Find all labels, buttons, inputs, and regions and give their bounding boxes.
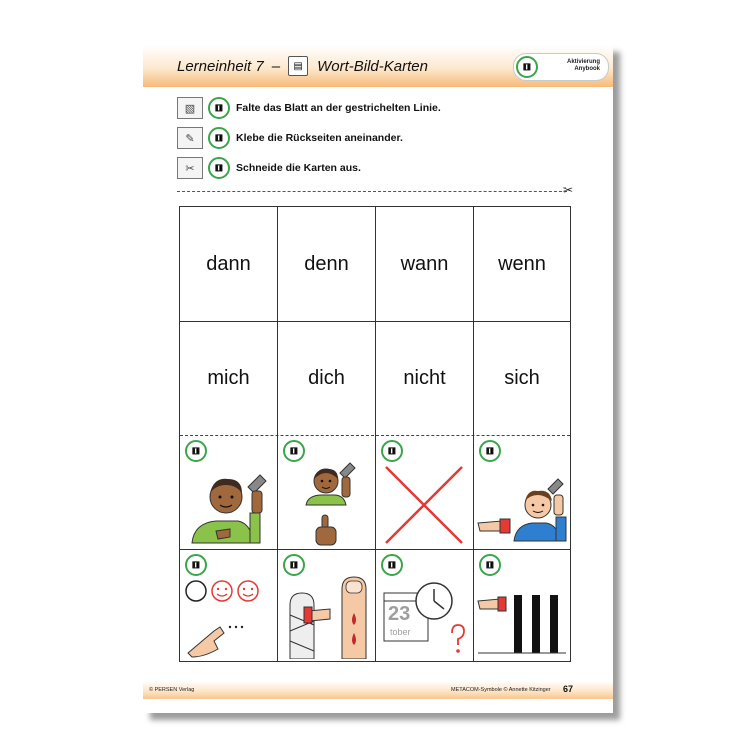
word-card: [376, 207, 474, 321]
instruction-cut: [177, 157, 361, 179]
pointing-at-child-icon: [476, 473, 568, 543]
page-header: [143, 45, 613, 87]
picture-card: [376, 549, 474, 661]
word-card: [474, 321, 570, 435]
page-title: Wort-Bild-Karten: [317, 57, 428, 75]
qr-code-icon[interactable]: [208, 97, 230, 119]
picture-card: [278, 435, 376, 549]
word-card: [278, 321, 376, 435]
picture-card: [474, 435, 570, 549]
qr-code-icon[interactable]: [381, 554, 403, 576]
red-cross-icon: [380, 463, 470, 547]
word-card: [376, 321, 474, 435]
title-separator: –: [271, 57, 281, 75]
card-word: mich: [207, 366, 250, 389]
calendar-month: tober: [390, 627, 411, 637]
scissors-icon: ✂: [563, 183, 574, 197]
scissors-icon: ✂: [177, 157, 203, 179]
symbol-credit: METACOM-Symbole © Annette Kitzinger: [451, 687, 551, 693]
activation-label: Aktivierung Anybook: [566, 59, 600, 72]
instruction-text: Falte das Blatt an der gestrichelten Linie.: [236, 102, 441, 114]
qr-code-icon[interactable]: [185, 440, 207, 462]
card-word: wann: [400, 252, 449, 275]
card-word: dann: [206, 252, 251, 275]
card-word: wenn: [498, 252, 546, 275]
qr-code-icon[interactable]: [283, 554, 305, 576]
qr-code-icon[interactable]: [208, 127, 230, 149]
qr-code-icon[interactable]: [479, 554, 501, 576]
publisher-credit: © PERSEN Verlag: [149, 687, 195, 693]
instruction-text: Klebe die Rückseiten aneinander.: [236, 132, 403, 144]
word-card-icon: ▤: [288, 56, 308, 76]
pointing-bars-icon: [476, 593, 568, 657]
qr-code-icon[interactable]: [283, 440, 305, 462]
word-card: [278, 207, 376, 321]
word-card: [180, 207, 278, 321]
instruction-text: Schneide die Karten aus.: [236, 162, 361, 174]
worksheet-page: [143, 45, 613, 713]
page-footer: [143, 681, 613, 699]
child-pointing-self-icon: [298, 461, 358, 547]
qr-code-icon[interactable]: [185, 554, 207, 576]
bandaged-finger-icon: [284, 575, 372, 659]
qr-code-icon[interactable]: [479, 440, 501, 462]
card-word: sich: [504, 366, 540, 389]
picture-card: [278, 549, 376, 661]
qr-code-icon[interactable]: [516, 56, 538, 78]
card-grid: [179, 206, 571, 662]
picture-card: [474, 549, 570, 661]
unit-label: Lerneinheit 7: [177, 57, 264, 75]
qr-code-icon[interactable]: [208, 157, 230, 179]
anybook-activation-badge[interactable]: [513, 53, 609, 81]
instruction-fold: [177, 97, 441, 119]
header-title: [177, 56, 428, 76]
qr-code-icon[interactable]: [381, 440, 403, 462]
picture-card: [376, 435, 474, 549]
card-word: nicht: [403, 366, 446, 389]
cut-line: [177, 191, 567, 192]
picture-card: [180, 435, 278, 549]
instruction-glue: [177, 127, 403, 149]
word-card: [180, 321, 278, 435]
word-card: [474, 207, 570, 321]
child-combing-self-icon: [186, 465, 272, 545]
card-word: dich: [308, 366, 345, 389]
faces-pointing-icon: [184, 579, 274, 659]
calendar-day: 23: [388, 603, 411, 625]
calendar-clock-question-icon: [382, 579, 468, 659]
picture-card: [180, 549, 278, 661]
page-number: 67: [563, 684, 574, 694]
card-word: denn: [304, 252, 349, 275]
fold-icon: ▧: [177, 97, 203, 119]
glue-icon: ✎: [177, 127, 203, 149]
